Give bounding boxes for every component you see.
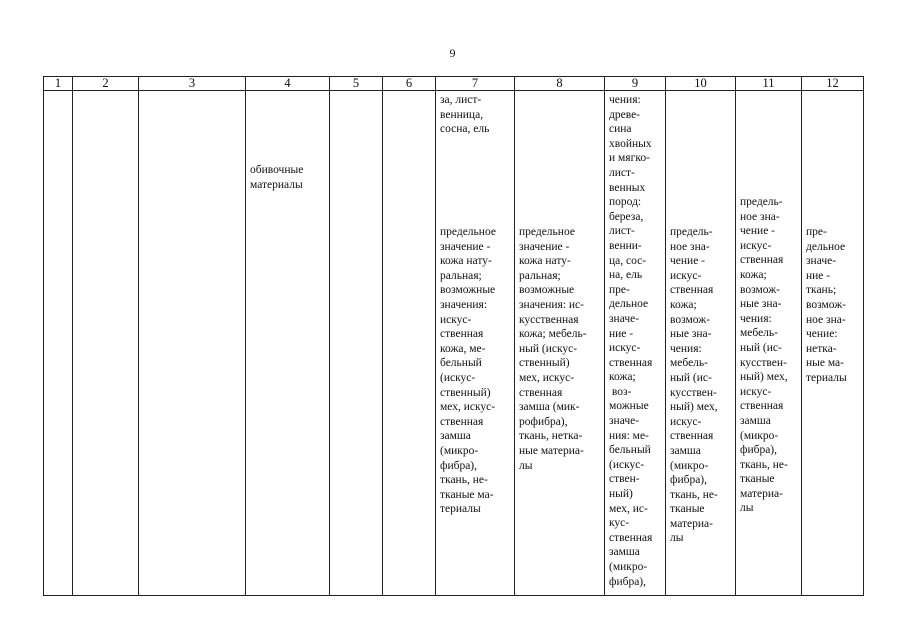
column-header-11: 11	[736, 77, 802, 91]
cell-text-col8: предельное значение - кожа нату- ральная; возможные значения: ис- кусственная кожа; мебель- ный (искус- ственный) мех, искус- ственная замша (мик- рофибра), ткань, нетка- ные материа- лы	[519, 226, 587, 472]
header-row	[44, 77, 864, 91]
cell-col-2	[73, 91, 139, 596]
cell-col-11	[736, 91, 802, 596]
cell-col-5	[330, 91, 383, 596]
column-header-9: 9	[605, 77, 666, 91]
specification-table	[43, 76, 864, 596]
column-header-3: 3	[139, 77, 246, 91]
cell-text-col7-continuation: за, лист- венница, сосна, ель	[440, 94, 490, 136]
page-number: 9	[449, 46, 456, 60]
cell-text-col9: чения: древе- сина хвойных и мягко- лист- венных пород: береза, лист- венни- ца, сос- на, ель пре- дельное значе- ние - искус- ственная кожа; воз- можные значе- ния: ме- бельный (искус- ствен- ный) мех, ис- кус- ственная замша (микро- фибра),	[609, 94, 653, 588]
column-header-12: 12	[802, 77, 864, 91]
column-header-6: 6	[383, 77, 436, 91]
cell-text-col12: пре- дельное значе- ние - ткань; возмож- ное зна- чение: нетка- ные ма- териалы	[806, 226, 847, 384]
column-header-5: 5	[330, 77, 383, 91]
cell-col-3	[139, 91, 246, 596]
column-header-2: 2	[73, 77, 139, 91]
cell-text-col7: предельное значение - кожа нату- ральная; возможные значения: искус- ственная кожа, ме- бельный (искус- ственный) мех, искус- ственная замша (микро- фибра), ткань, не- тканые ма- териалы	[440, 226, 496, 516]
cell-col-8	[515, 91, 605, 596]
cell-col-6	[383, 91, 436, 596]
column-header-1: 1	[44, 77, 73, 91]
cell-col-7	[436, 91, 515, 596]
column-header-8: 8	[515, 77, 605, 91]
cell-col-12	[802, 91, 864, 596]
cell-text-col11: предель- ное зна- чение - искус- ственная кожа; возмож- ные зна- чения: мебель- ный (ис- кусствен- ный) мех, искус- ственная замша (микро- фибра), ткань, не- тканые материа- лы	[740, 196, 788, 515]
column-header-10: 10	[666, 77, 736, 91]
column-header-7: 7	[436, 77, 515, 91]
cell-col-4	[246, 91, 330, 596]
column-header-4: 4	[246, 77, 330, 91]
cell-col-9	[605, 91, 666, 596]
table-row	[44, 91, 864, 596]
cell-col-10	[666, 91, 736, 596]
cell-text-col10: предель- ное зна- чение - искус- ственная кожа; возмож- ные зна- чения: мебель- ный (ис- кусствен- ный) мех, искус- ственная замша (микро- фибра), ткань, не- тканые материа- лы	[670, 226, 718, 545]
cell-col-1	[44, 91, 73, 596]
cell-text-material-type: обивочные материалы	[250, 164, 304, 191]
